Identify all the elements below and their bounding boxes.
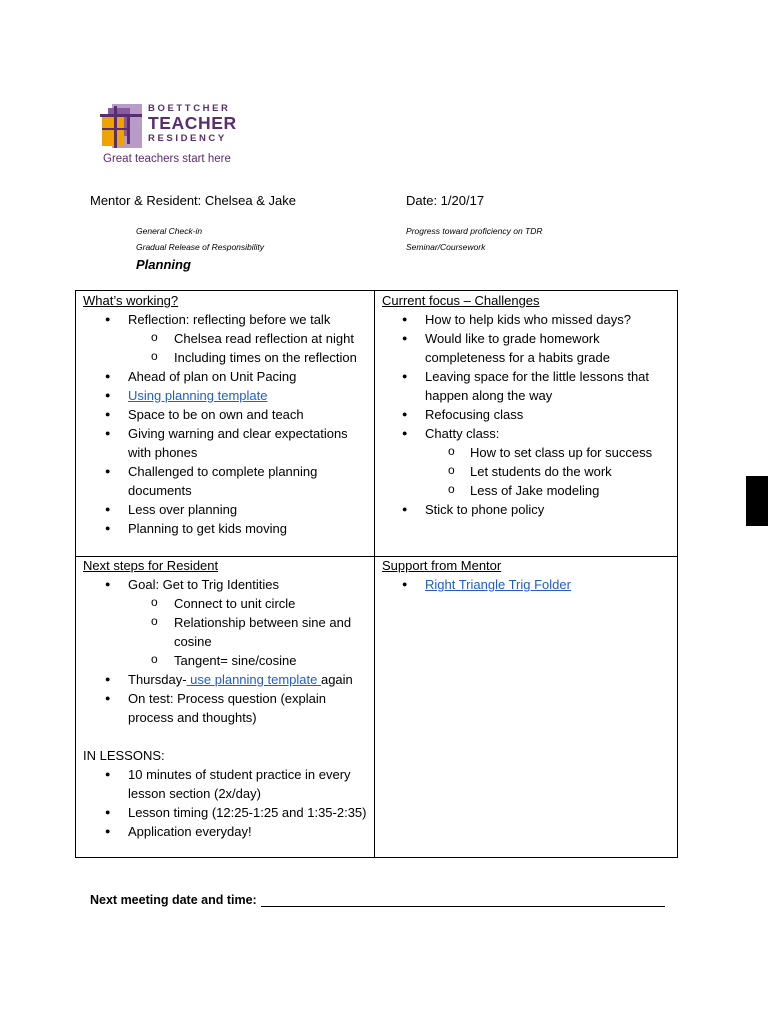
list-subitem: o Including times on the reflection	[83, 348, 371, 367]
checklist-progress-tdr: Progress toward proficiency on TDR	[406, 226, 543, 236]
cell-title-next-steps: Next steps for Resident	[83, 558, 219, 573]
cell-title-whats-working: What’s working?	[83, 293, 179, 308]
logo-word-teacher: TEACHER	[148, 112, 237, 133]
boettcher-logo	[100, 104, 240, 168]
list-item: ● How to help kids who missed days?	[382, 310, 674, 329]
link-use-planning-template[interactable]: use planning template	[186, 672, 321, 687]
list-item: ● Space to be on own and teach	[83, 405, 371, 424]
list-item: ● Lesson timing (12:25-1:25 and 1:35-2:35)	[83, 803, 371, 822]
list-subitem: o Less of Jake modeling	[382, 481, 674, 500]
grid-divider-vertical	[374, 291, 375, 857]
list-subitem: o Tangent= sine/cosine	[83, 651, 371, 670]
link-right-triangle-trig-folder[interactable]: Right Triangle Trig Folder	[425, 577, 571, 592]
list-item: ● Leaving space for the little lessons that happen along the way	[382, 367, 674, 405]
date-line: Date: 1/20/17	[406, 193, 485, 208]
checklist-general-checkin: General Check-in	[136, 226, 203, 236]
list-item: ● Planning to get kids moving	[83, 519, 371, 538]
again-text: again	[320, 672, 353, 687]
in-lessons-heading: IN LESSONS:	[83, 748, 165, 763]
list-subitem: o Connect to unit circle	[83, 594, 371, 613]
list-subitem: o Chelsea read reflection at night	[83, 329, 371, 348]
list-item: ● Ahead of plan on Unit Pacing	[83, 367, 371, 386]
list-item	[382, 575, 674, 594]
checklist-gradual-release: Gradual Release of Responsibility	[136, 242, 265, 252]
page-edge-tab	[746, 476, 768, 526]
logo-word-residency: RESIDENCY	[148, 133, 227, 144]
mentor-resident-line: Mentor & Resident: Chelsea & Jake	[90, 193, 296, 208]
list-item: ● Less over planning	[83, 500, 371, 519]
link-planning-template[interactable]: Using planning template	[128, 388, 268, 403]
cell-next-steps	[83, 556, 371, 841]
spacer	[83, 727, 371, 746]
list-item	[83, 386, 371, 405]
cell-whats-working	[83, 291, 371, 538]
list-item: ● Goal: Get to Trig Identities	[83, 575, 371, 594]
cell-title-support: Support from Mentor	[382, 558, 502, 573]
list-subitem: o How to set class up for success	[382, 443, 674, 462]
thursday-text: Thursday-	[128, 672, 187, 687]
logo-word-boettcher: BOETTCHER	[148, 103, 231, 114]
logo-tagline: Great teachers start here	[103, 153, 231, 165]
list-item: ● Challenged to complete planning documents	[83, 462, 371, 500]
list-subitem: o Let students do the work	[382, 462, 674, 481]
next-meeting-label: Next meeting date and time:	[90, 893, 257, 907]
list-item: ● Chatty class:	[382, 424, 674, 443]
list-item: ● Would like to grade homework completeness for a habits grade	[382, 329, 674, 367]
list-item: ● Giving warning and clear expectations with phones	[83, 424, 371, 462]
list-item: ● Reflection: reflecting before we talk	[83, 310, 371, 329]
cell-current-focus	[382, 291, 674, 519]
list-item: ● Refocusing class	[382, 405, 674, 424]
next-meeting-line	[90, 893, 665, 907]
list-subitem: o Relationship between sine and cosine	[83, 613, 371, 651]
list-item: ● Stick to phone policy	[382, 500, 674, 519]
cell-support-from-mentor	[382, 556, 674, 594]
logo-mark-icon	[100, 104, 142, 148]
cell-title-current-focus: Current focus – Challenges	[382, 293, 540, 308]
next-meeting-blank-field[interactable]	[261, 906, 665, 907]
list-item: ● Application everyday!	[83, 822, 371, 841]
notes-grid	[75, 290, 678, 858]
list-item: ● On test: Process question (explain process and thoughts)	[83, 689, 371, 727]
checklist-planning-selected: Planning	[136, 257, 191, 272]
checklist-seminar: Seminar/Coursework	[406, 242, 486, 252]
list-item: ● 10 minutes of student practice in every lesson section (2x/day)	[83, 765, 371, 803]
list-item	[83, 670, 371, 689]
